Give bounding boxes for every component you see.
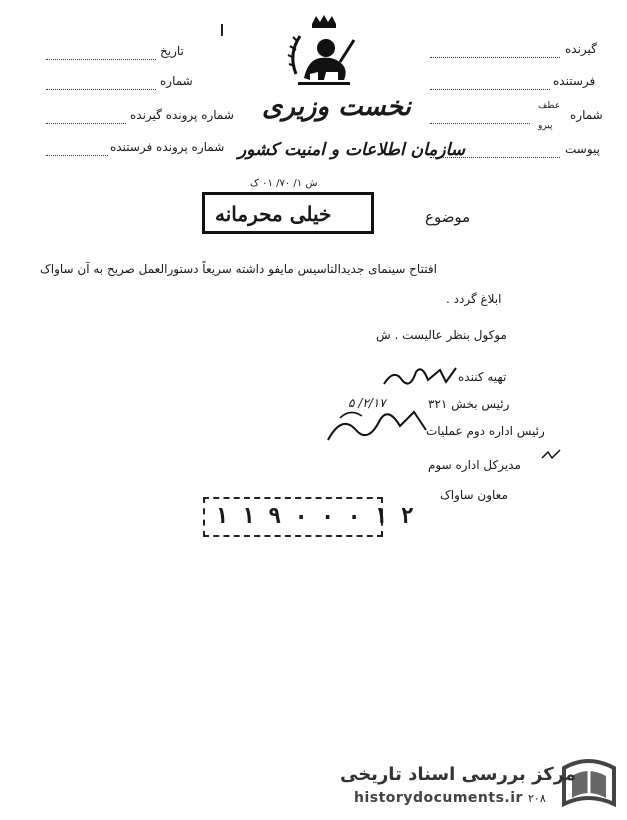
department-head-label: رئیس اداره دوم عملیات (426, 424, 545, 438)
bottom-stamp-number: ۲ ۱ ۰ ۰ ۰ ۹ ۱ ۱ (215, 504, 414, 529)
organization-name: سازمان اطلاعات و امنیت کشور (238, 140, 466, 160)
attachment-label: پیوست (565, 142, 600, 156)
ref-atf-label: عطف (538, 101, 561, 111)
section-head-signature-icon (322, 400, 432, 450)
number-label: شماره (160, 74, 193, 88)
preparer-signature-icon (380, 362, 460, 392)
date-label: تاریخ (160, 44, 184, 58)
body-line-1: افتتاح سینمای جدیدالتاسیس مایفو داشته سریعاً دستورالعمل صریح به آن ساواک (40, 262, 437, 276)
classification-label: خیلی محرمانه (215, 202, 332, 226)
bottom-number-stamp (203, 497, 414, 537)
recipient-line (430, 56, 560, 58)
ref-piro-label: پیرو (538, 121, 553, 131)
director-general-label: مدیرکل اداره سوم (428, 458, 521, 472)
sender-label: فرستنده (553, 74, 596, 88)
watermark-site: historydocuments.ir (354, 790, 523, 806)
watermark-org-name: مرکز بررسی اسناد تاریخی (340, 764, 577, 785)
ref-number-line (430, 122, 530, 124)
ref-number-label: شماره (570, 108, 603, 122)
sender-file-line (46, 154, 108, 156)
number-line (46, 88, 156, 90)
deputy-label: معاون ساواک (440, 488, 508, 502)
preparer-label: تهیه کننده (458, 370, 507, 384)
recipient-file-label: شماره پرونده گیرنده (130, 108, 234, 122)
subject-label: موضوع (425, 208, 471, 226)
handwritten-date: ۲/۱۷/ ۵ (348, 396, 386, 410)
sender-line (430, 88, 550, 90)
page-title: نخست وزیری (262, 92, 411, 122)
top-tick-mark (221, 24, 223, 36)
lion-and-sun-emblem-icon (282, 14, 362, 94)
sender-file-label: شماره پرونده فرستنده (110, 140, 225, 154)
recipient-file-line (46, 122, 126, 124)
section-head-label: رئیس بخش ۳۲۱ (428, 397, 510, 411)
body-line-2: ابلاغ گردد . (446, 292, 502, 306)
footer-page-number: ۲۰۸ (528, 792, 546, 805)
body-line-3: موکول بنظر عالیست . ش (376, 328, 507, 342)
date-line (46, 58, 156, 60)
stamp-reference-number: ش ۱/ ۷۰/ ۰۱ ک (250, 178, 318, 189)
margin-mark-icon (540, 448, 564, 464)
classification-stamp (202, 192, 374, 234)
recipient-label: گیرنده (565, 42, 597, 56)
